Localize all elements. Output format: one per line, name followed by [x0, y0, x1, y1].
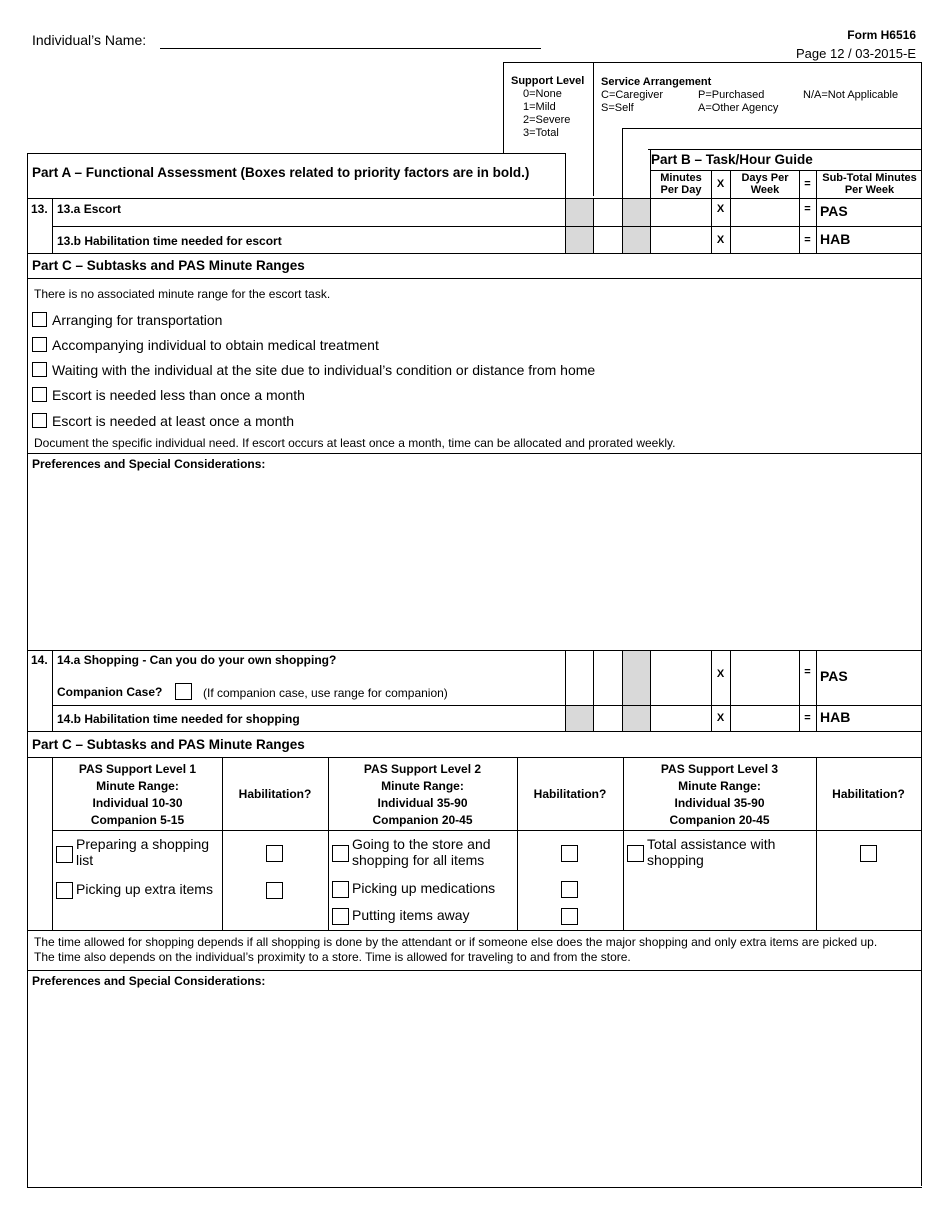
subtask-label: Picking up extra items	[76, 881, 213, 897]
companion-case-checkbox[interactable]	[175, 683, 192, 700]
subtask-checkbox[interactable]	[627, 845, 644, 862]
form-number: Form H6516	[847, 28, 916, 42]
preferences-13-field[interactable]	[28, 472, 920, 648]
level-2-companion: Companion 20-45	[372, 813, 473, 827]
item-14-number: 14.	[31, 653, 48, 667]
level-2-title: PAS Support Level 2	[363, 762, 482, 776]
level-3-title: PAS Support Level 3	[660, 762, 779, 776]
item-13b-x: X	[716, 234, 725, 246]
item-14b-label: 14.b Habilitation time needed for shopping	[57, 712, 300, 726]
sa-self: S=Self	[601, 102, 634, 114]
part-c-13-title: Part C – Subtasks and PAS Minute Ranges	[32, 258, 305, 273]
subtask-label: Total assistance with shopping	[647, 836, 776, 868]
item-14b-hab: HAB	[820, 709, 851, 725]
escort-option-checkbox[interactable]	[32, 337, 47, 352]
hab-header-2: Habilitation?	[533, 787, 607, 801]
subtotal-header: Sub-Total Minutes Per Week	[822, 172, 917, 196]
preferences-14-label: Preferences and Special Considerations:	[32, 974, 266, 988]
habilitation-checkbox[interactable]	[561, 908, 578, 925]
subtask-label: Going to the store and shopping for all items	[352, 836, 491, 868]
escort-option-checkbox[interactable]	[32, 362, 47, 377]
item-13a-x: X	[716, 203, 725, 215]
x-header: X	[716, 178, 725, 190]
support-level-0: 0=None	[523, 88, 562, 100]
part-c-14-title: Part C – Subtasks and PAS Minute Ranges	[32, 737, 305, 752]
escort-option-label: Accompanying individual to obtain medical treatment	[52, 337, 379, 353]
habilitation-checkbox[interactable]	[561, 881, 578, 898]
name-label: Individual’s Name:	[32, 32, 147, 48]
item-14a-pas: PAS	[820, 668, 848, 684]
support-level-1: 1=Mild	[523, 101, 556, 113]
preferences-14-field[interactable]	[28, 990, 920, 1186]
subtask-checkbox[interactable]	[332, 908, 349, 925]
subtask-label: Picking up medications	[352, 880, 496, 896]
page-info: Page 12 / 03-2015-E	[796, 46, 916, 61]
escort-option-checkbox[interactable]	[32, 413, 47, 428]
level-3-range: Minute Range:	[678, 779, 761, 793]
subtask-label: Preparing a shopping list	[76, 836, 210, 868]
part-b-title: Part B – Task/Hour Guide	[651, 152, 813, 167]
level-1-header	[53, 761, 222, 829]
item-13b-label: 13.b Habilitation time needed for escort	[57, 234, 282, 248]
companion-case-note: (If companion case, use range for companion)	[203, 686, 448, 700]
item-13b-eq: =	[804, 234, 811, 246]
sa-caregiver: C=Caregiver	[601, 89, 664, 101]
subtask-checkbox[interactable]	[332, 881, 349, 898]
level-2-header	[328, 761, 517, 829]
subtask-checkbox[interactable]	[332, 845, 349, 862]
part-c-14-footer-2: The time also depends on the individual’s proximity to a store. Time is allowed for traveling to and from the store.	[34, 950, 631, 964]
support-level-2: 2=Severe	[523, 114, 571, 126]
habilitation-checkbox[interactable]	[860, 845, 877, 862]
item-14b-eq: =	[804, 712, 811, 724]
days-per-week-header: Days Per Week	[741, 172, 789, 196]
service-arrangement-title: Service Arrangement	[601, 76, 712, 88]
item-13a-eq: =	[804, 203, 811, 215]
sa-other-agency: A=Other Agency	[698, 102, 779, 114]
support-level-3: 3=Total	[523, 127, 559, 139]
item-14b-x: X	[716, 712, 725, 724]
level-3-companion: Companion 20-45	[669, 813, 770, 827]
hab-header-1: Habilitation?	[238, 787, 312, 801]
escort-option-label: Escort is needed at least once a month	[52, 413, 295, 429]
part-c-13-note: There is no associated minute range for the escort task.	[34, 287, 331, 301]
companion-case-label: Companion Case?	[57, 685, 163, 699]
part-c-14-footer-1: The time allowed for shopping depends if all shopping is done by the attendant or if someone else does the major shopping and only extra items are picked up.	[34, 935, 878, 949]
part-a-title: Part A – Functional Assessment (Boxes related to priority factors are in bold.)	[32, 165, 530, 180]
item-13a-pas: PAS	[820, 203, 848, 219]
escort-option-checkbox[interactable]	[32, 387, 47, 402]
subtask-checkbox[interactable]	[56, 846, 73, 863]
level-1-individual: Individual 10-30	[92, 796, 183, 810]
item-13-number: 13.	[31, 202, 48, 216]
eq-header: =	[804, 178, 811, 190]
support-level-legend	[511, 75, 584, 140]
item-14a-x: X	[716, 668, 725, 680]
habilitation-checkbox[interactable]	[561, 845, 578, 862]
level-2-individual: Individual 35-90	[377, 796, 468, 810]
level-1-range: Minute Range:	[96, 779, 179, 793]
item-13b-hab: HAB	[820, 231, 851, 247]
hab-header-3: Habilitation?	[832, 787, 905, 801]
item-13a-label: 13.a Escort	[57, 202, 122, 216]
level-1-title: PAS Support Level 1	[78, 762, 197, 776]
sa-not-applicable: N/A=Not Applicable	[803, 89, 899, 101]
escort-option-checkbox[interactable]	[32, 312, 47, 327]
escort-option-label: Escort is needed less than once a month	[52, 387, 305, 403]
preferences-13-label: Preferences and Special Considerations:	[32, 457, 266, 471]
level-1-companion: Companion 5-15	[90, 813, 185, 827]
level-3-header	[623, 761, 816, 829]
habilitation-checkbox[interactable]	[266, 845, 283, 862]
part-c-13-footer: Document the specific individual need. If escort occurs at least once a month, time can be allocated and prorated weekly.	[34, 436, 676, 450]
subtask-checkbox[interactable]	[56, 882, 73, 899]
subtask-label: Putting items away	[352, 907, 470, 923]
minutes-per-day-header: Minutes Per Day	[660, 172, 702, 196]
habilitation-checkbox[interactable]	[266, 882, 283, 899]
level-3-individual: Individual 35-90	[674, 796, 765, 810]
level-2-range: Minute Range:	[381, 779, 464, 793]
support-level-title: Support Level	[511, 75, 585, 87]
sa-purchased: P=Purchased	[698, 89, 765, 101]
item-14a-eq: =	[804, 666, 811, 678]
escort-option-label: Waiting with the individual at the site due to individual’s condition or distance from home	[52, 362, 596, 378]
name-input-line[interactable]	[160, 48, 541, 49]
item-14a-label: 14.a Shopping - Can you do your own shopping?	[57, 653, 337, 667]
escort-option-label: Arranging for transportation	[52, 312, 223, 328]
